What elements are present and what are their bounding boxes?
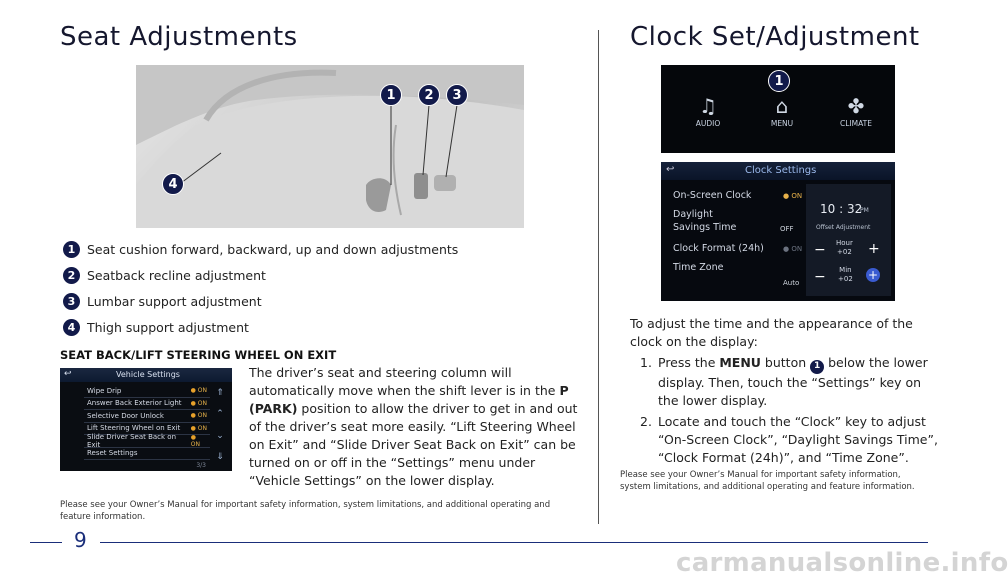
number-badge: 1 [810, 360, 824, 374]
climate-label: CLIMATE [840, 119, 872, 128]
scroll-up-icon: ⌃ [216, 409, 224, 420]
scroll-top-icon: ⇑ [216, 388, 224, 398]
scroll-controls [212, 388, 228, 462]
table-row [84, 385, 210, 398]
footer-rule-left [30, 542, 62, 543]
right-footnote: Please see your Owner’s Manual for important safety information, system limitations, and additional operating and feature information. [620, 470, 915, 492]
audio-tile [673, 93, 743, 139]
watermark: carmanualsonline.info [676, 548, 1008, 578]
onscreen-clock-status: ● ON [783, 192, 803, 200]
hour-label: Hour [836, 239, 853, 247]
list-item [63, 288, 458, 314]
status-on-dim: ON [791, 245, 803, 253]
clock-format-label: Clock Format (24h) [673, 243, 764, 254]
min-offset [838, 266, 853, 284]
vehicle-settings-list [84, 385, 210, 460]
paragraph-text-2: position to allow the driver to get in and out of the driver’s seat more easily. “Lift Steering Wheel on Exit” and “Slide Driver Seat Back on Exit” can be turned on or off in the “Settings” menu under “Vehicle Settings” on the lower display. [249, 401, 578, 488]
time-zone-value: Auto [783, 279, 800, 287]
setting-label: Lift Steering Wheel on Exit [87, 424, 181, 433]
music-note-icon: ♫ [699, 94, 717, 118]
table-row [84, 448, 210, 461]
callout-1: 1 [768, 70, 790, 92]
vehicle-settings-title: Vehicle Settings [116, 370, 180, 379]
setting-label: Slide Driver Seat Back on Exit [87, 432, 177, 449]
setting-label: Answer Back Exterior Light [87, 399, 182, 408]
page-title-seat-adjustments: Seat Adjustments [60, 22, 298, 52]
dst-label-1: Daylight [673, 209, 713, 220]
menu-bold: MENU [719, 355, 761, 370]
column-divider [598, 30, 599, 524]
setting-status: ● ON [191, 400, 207, 407]
setting-status: ● ON [191, 434, 207, 448]
climate-tile [821, 93, 891, 139]
setting-label: Reset Settings [87, 449, 138, 458]
dst-label-2: Savings Time [673, 222, 737, 233]
vehicle-settings-header [60, 368, 232, 382]
table-row [84, 410, 210, 423]
list-item-text: Seat cushion forward, backward, up and down adjustments [87, 241, 459, 257]
list-item-text: Seatback recline adjustment [87, 267, 266, 283]
min-label: Min [839, 266, 852, 274]
clock-time: 10 : 32 [820, 202, 863, 216]
callout-1: 1 [380, 84, 402, 106]
hour-plus-icon: + [868, 241, 880, 257]
step-text [658, 354, 940, 410]
table-row [84, 398, 210, 411]
clock-settings-title: Clock Settings [745, 165, 817, 176]
page-title-clock: Clock Set/Adjustment [630, 22, 920, 52]
menu-label: MENU [770, 119, 794, 128]
audio-label: AUDIO [695, 119, 721, 128]
paragraph-text-1: The driver’s seat and steering column will automatically move when the shift lever is in the [249, 365, 560, 398]
step-number: 1. [640, 355, 652, 370]
offset-panel [806, 184, 891, 296]
clock-format-status: ● ON [783, 245, 803, 253]
clock-intro: To adjust the time and the appearance of the clock on the display: [630, 316, 913, 349]
hour-offset [836, 239, 853, 257]
back-arrow-icon: ↩ [666, 164, 675, 175]
number-badge: 2 [63, 267, 80, 284]
list-item [63, 236, 458, 262]
number-badge: 4 [63, 319, 80, 336]
callout-2: 2 [418, 84, 440, 106]
menu-buttons-photo [661, 65, 895, 153]
min-value: +02 [838, 275, 853, 283]
setting-label: Wipe Drip [87, 386, 122, 395]
paragraph-bold: P (PARK) [249, 383, 569, 416]
back-arrow-icon: ↩ [64, 369, 72, 379]
hour-minus-icon: − [814, 242, 826, 258]
time-zone-label: Time Zone [673, 262, 724, 273]
min-minus-icon: − [814, 269, 826, 285]
scroll-bottom-icon: ⇓ [216, 451, 224, 462]
clock-settings-header [661, 162, 895, 180]
table-row [84, 432, 210, 449]
step-1 [640, 354, 940, 410]
clock-settings-screen [661, 162, 895, 301]
callout-3: 3 [446, 84, 468, 106]
step-text-part: Press the [658, 355, 720, 370]
step-text: Locate and touch the “Clock” key to adjust “On-Screen Clock”, “Daylight Savings Time”, “Clock Format (24h)”, and “Time Zone”. [658, 414, 938, 465]
list-item [63, 262, 458, 288]
step-text-part: below the lower display. Then, touch the “Settings” key on the lower display. [658, 355, 928, 408]
list-item-text: Thigh support adjustment [87, 319, 249, 335]
min-plus-icon: + [867, 268, 879, 282]
callout-4: 4 [162, 173, 184, 195]
page-number: 9 [74, 528, 87, 552]
step-2 [640, 413, 940, 467]
dst-status: OFF [780, 225, 794, 233]
list-item-text: Lumbar support adjustment [87, 293, 262, 309]
steering-paragraph [249, 364, 583, 490]
step-text-part: button [760, 355, 811, 370]
page-indicator: 3/3 [196, 462, 206, 469]
seat-adjustment-list [63, 236, 458, 340]
fan-icon: ✤ [847, 94, 865, 118]
onscreen-clock-label: On-Screen Clock [673, 190, 752, 201]
step-number: 2. [640, 414, 652, 429]
seat-photo [136, 65, 524, 228]
scroll-down-icon: ⌄ [216, 430, 224, 441]
clock-ampm: PM [860, 207, 869, 214]
menu-tile [747, 93, 817, 139]
hour-value: +02 [837, 248, 852, 256]
setting-status: ● ON [191, 425, 207, 432]
number-badge: 1 [63, 241, 80, 258]
offset-label: Offset Adjustment [816, 224, 871, 231]
setting-label: Selective Door Unlock [87, 411, 164, 420]
setting-status: ● ON [191, 387, 207, 394]
list-item [63, 314, 458, 340]
home-icon: ⌂ [775, 94, 789, 118]
footer-rule-right [100, 542, 928, 543]
left-footnote: Please see your Owner’s Manual for important safety information, system limitations, and additional operating and feature information. [60, 500, 551, 522]
number-badge: 3 [63, 293, 80, 310]
section-subheading: SEAT BACK/LIFT STEERING WHEEL ON EXIT [60, 348, 337, 362]
setting-status: ● ON [191, 412, 207, 419]
vehicle-settings-screen [60, 368, 232, 471]
status-on: ON [791, 192, 803, 200]
